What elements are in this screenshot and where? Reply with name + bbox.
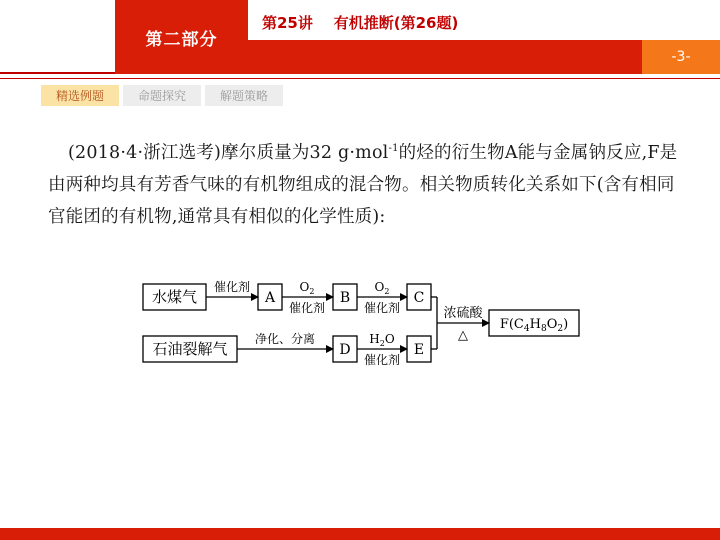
label-B-C-bottom: 催化剂 xyxy=(363,301,401,315)
tab-bar xyxy=(41,85,283,106)
label-watergas-A: 催化剂 xyxy=(213,280,251,294)
question-text: (2018·4·浙江选考)摩尔质量为32 g·mol$^{-1}$的烃的衍生物A能与金属钠反应,F是由两种均具有芳香气味的有机物组成的混合物。相关物质转化关系如下(含有相同官能团的有机物,通常具有相似的化学性质): xyxy=(48,142,678,227)
label-cracked-D: 净化、分离 xyxy=(254,332,316,346)
header-left-line xyxy=(0,72,115,74)
label-to-F-top: 浓硫酸 xyxy=(443,306,483,321)
footer-bar xyxy=(0,528,720,540)
tab-solving-strategy[interactable]: 解题策略 xyxy=(205,85,283,106)
text-F: $F(C_4H_8O_2)$ xyxy=(499,317,569,334)
text-B: B xyxy=(339,290,351,306)
label-D-E-bottom: 催化剂 xyxy=(363,353,401,367)
text-D: D xyxy=(339,342,351,358)
lesson-title: 第25讲 有机推断(第26题) xyxy=(262,14,459,32)
label-A-B-bottom: 催化剂 xyxy=(288,301,326,315)
text-water-gas: 水煤气 xyxy=(151,288,198,306)
text-C: C xyxy=(413,290,425,306)
part-label: 第二部分 xyxy=(115,0,248,74)
text-cracked-gas: 石油裂解气 xyxy=(152,340,228,358)
label-B-C-top: $O_2$ xyxy=(374,280,390,296)
reaction-diagram xyxy=(140,272,600,377)
label-to-F-bottom: △ xyxy=(458,328,468,343)
header-divider xyxy=(0,78,720,79)
text-E: E xyxy=(413,342,425,358)
tab-selected-examples[interactable]: 精选例题 xyxy=(41,85,119,106)
label-D-E-top: $H_2O$ xyxy=(369,332,395,348)
text-A: A xyxy=(264,290,276,306)
page-number: -3- xyxy=(642,40,720,74)
label-A-B-top: $O_2$ xyxy=(299,280,315,296)
tab-question-exploration[interactable]: 命题探究 xyxy=(123,85,201,106)
